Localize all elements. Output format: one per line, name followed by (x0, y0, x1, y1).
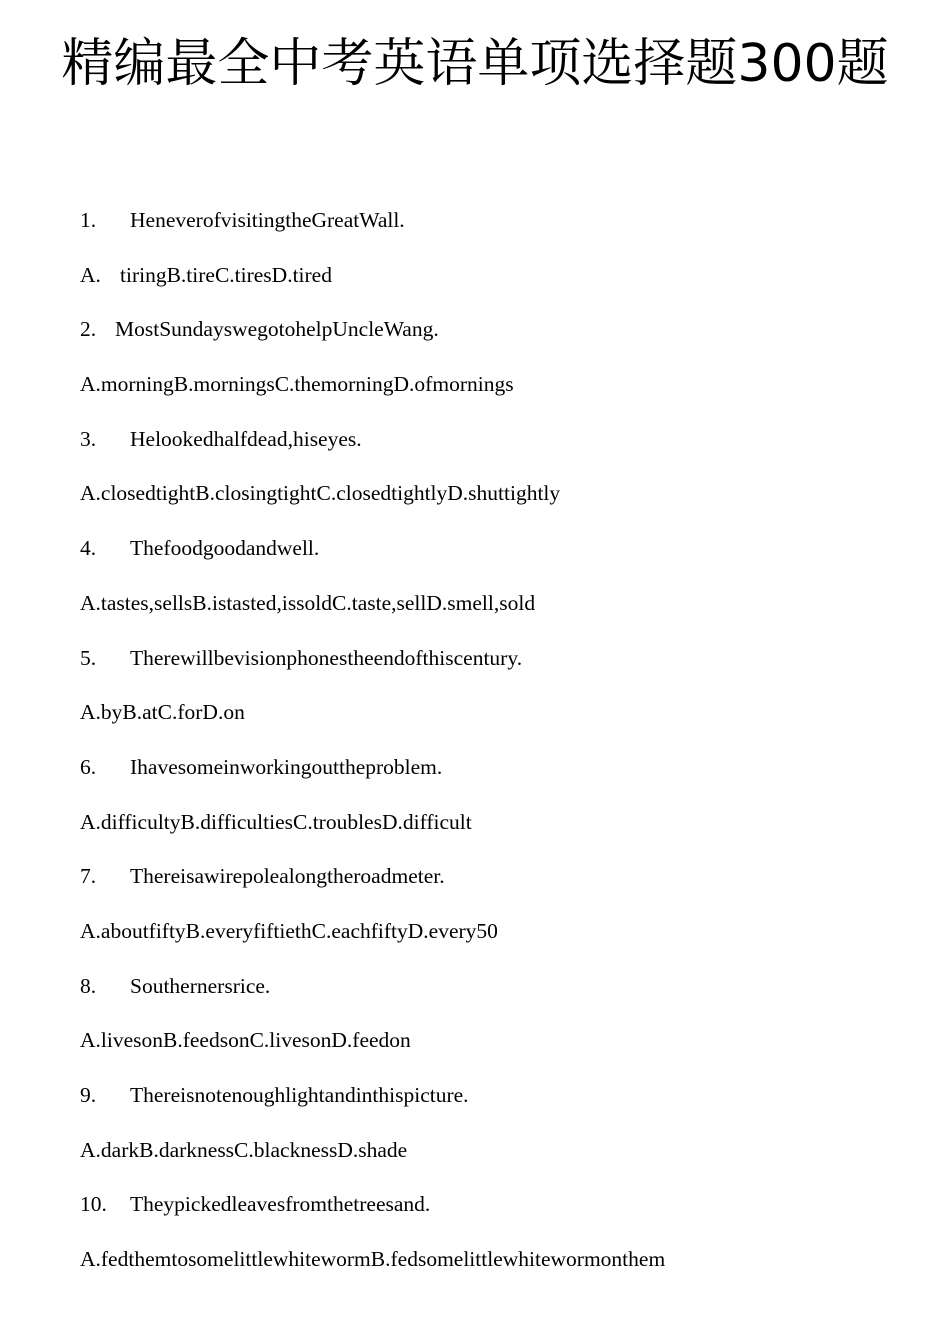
question-options: A.byB.atC.forD.on (80, 700, 245, 725)
question-stem (80, 750, 920, 805)
question-text: HeneverofvisitingtheGreatWall. (130, 208, 405, 232)
question-options: A.difficultyB.difficultiesC.troublesD.difficult (80, 809, 472, 834)
question-number: 4. (80, 536, 97, 561)
question-options: A.tastes,sellsB.istasted,issoldC.taste,sellD.smell,sold (80, 590, 536, 615)
question-options: A.aboutfiftyB.everyfiftiethC.eachfiftyD.every50 (80, 918, 498, 943)
question-text: Thereisawirepolealongtheroadmeter. (130, 864, 445, 889)
question-stem (80, 422, 920, 477)
question-options: A.darkB.darknessC.blacknessD.shade (80, 1137, 408, 1162)
question-stem (80, 859, 920, 914)
question-number: 8. (80, 973, 97, 998)
question-number: 10. (80, 1192, 107, 1217)
question-options: A.closedtightB.closingtightC.closedtightlyD.shuttightly (80, 481, 561, 506)
document-title: 精编最全中考英语单项选择题300题 (61, 34, 889, 94)
question-text: Theypickedleavesfromthetreesand. (130, 1192, 431, 1217)
option-prefix: A. (80, 262, 101, 287)
question-stem (80, 969, 920, 1024)
question-number: 5. (80, 645, 97, 670)
question-number: 2. (80, 317, 97, 342)
question-number: 1. (80, 208, 97, 232)
question-stem (80, 1078, 920, 1133)
question-number: 9. (80, 1083, 97, 1107)
question-text: Therewillbevisionphonestheendofthiscentury. (130, 645, 523, 670)
question-number: 7. (80, 864, 97, 889)
question-options: A.fedthemtosomelittlewhitewormB.fedsomelittlewhitewormonthem (80, 1247, 666, 1272)
question-text: Helookedhalfdead,hiseyes. (130, 426, 362, 451)
question-options: A.livesonB.feedsonC.livesonD.feedon (80, 1028, 411, 1053)
question-text: Southernersrice. (130, 973, 271, 998)
question-text: Thefoodgoodandwell. (130, 536, 320, 561)
question-number: 6. (80, 754, 97, 779)
question-stem (80, 203, 920, 258)
question-number: 3. (80, 426, 97, 451)
question-options (80, 258, 920, 313)
options-text: tiringB.tireC.tiresD.tired (120, 262, 332, 287)
question-list (80, 203, 920, 1297)
question-stem (80, 531, 920, 586)
question-stem (80, 1187, 920, 1242)
question-stem (80, 312, 920, 367)
question-text: Thereisnotenoughlightandinthispicture. (130, 1083, 469, 1107)
question-text: Ihavesomeinworkingouttheproblem. (130, 754, 443, 779)
question-text: MostSundayswegotohelpUncleWang. (115, 317, 439, 342)
question-stem (80, 641, 920, 696)
question-options: A.morningB.morningsC.themorningD.ofmornings (80, 372, 514, 397)
